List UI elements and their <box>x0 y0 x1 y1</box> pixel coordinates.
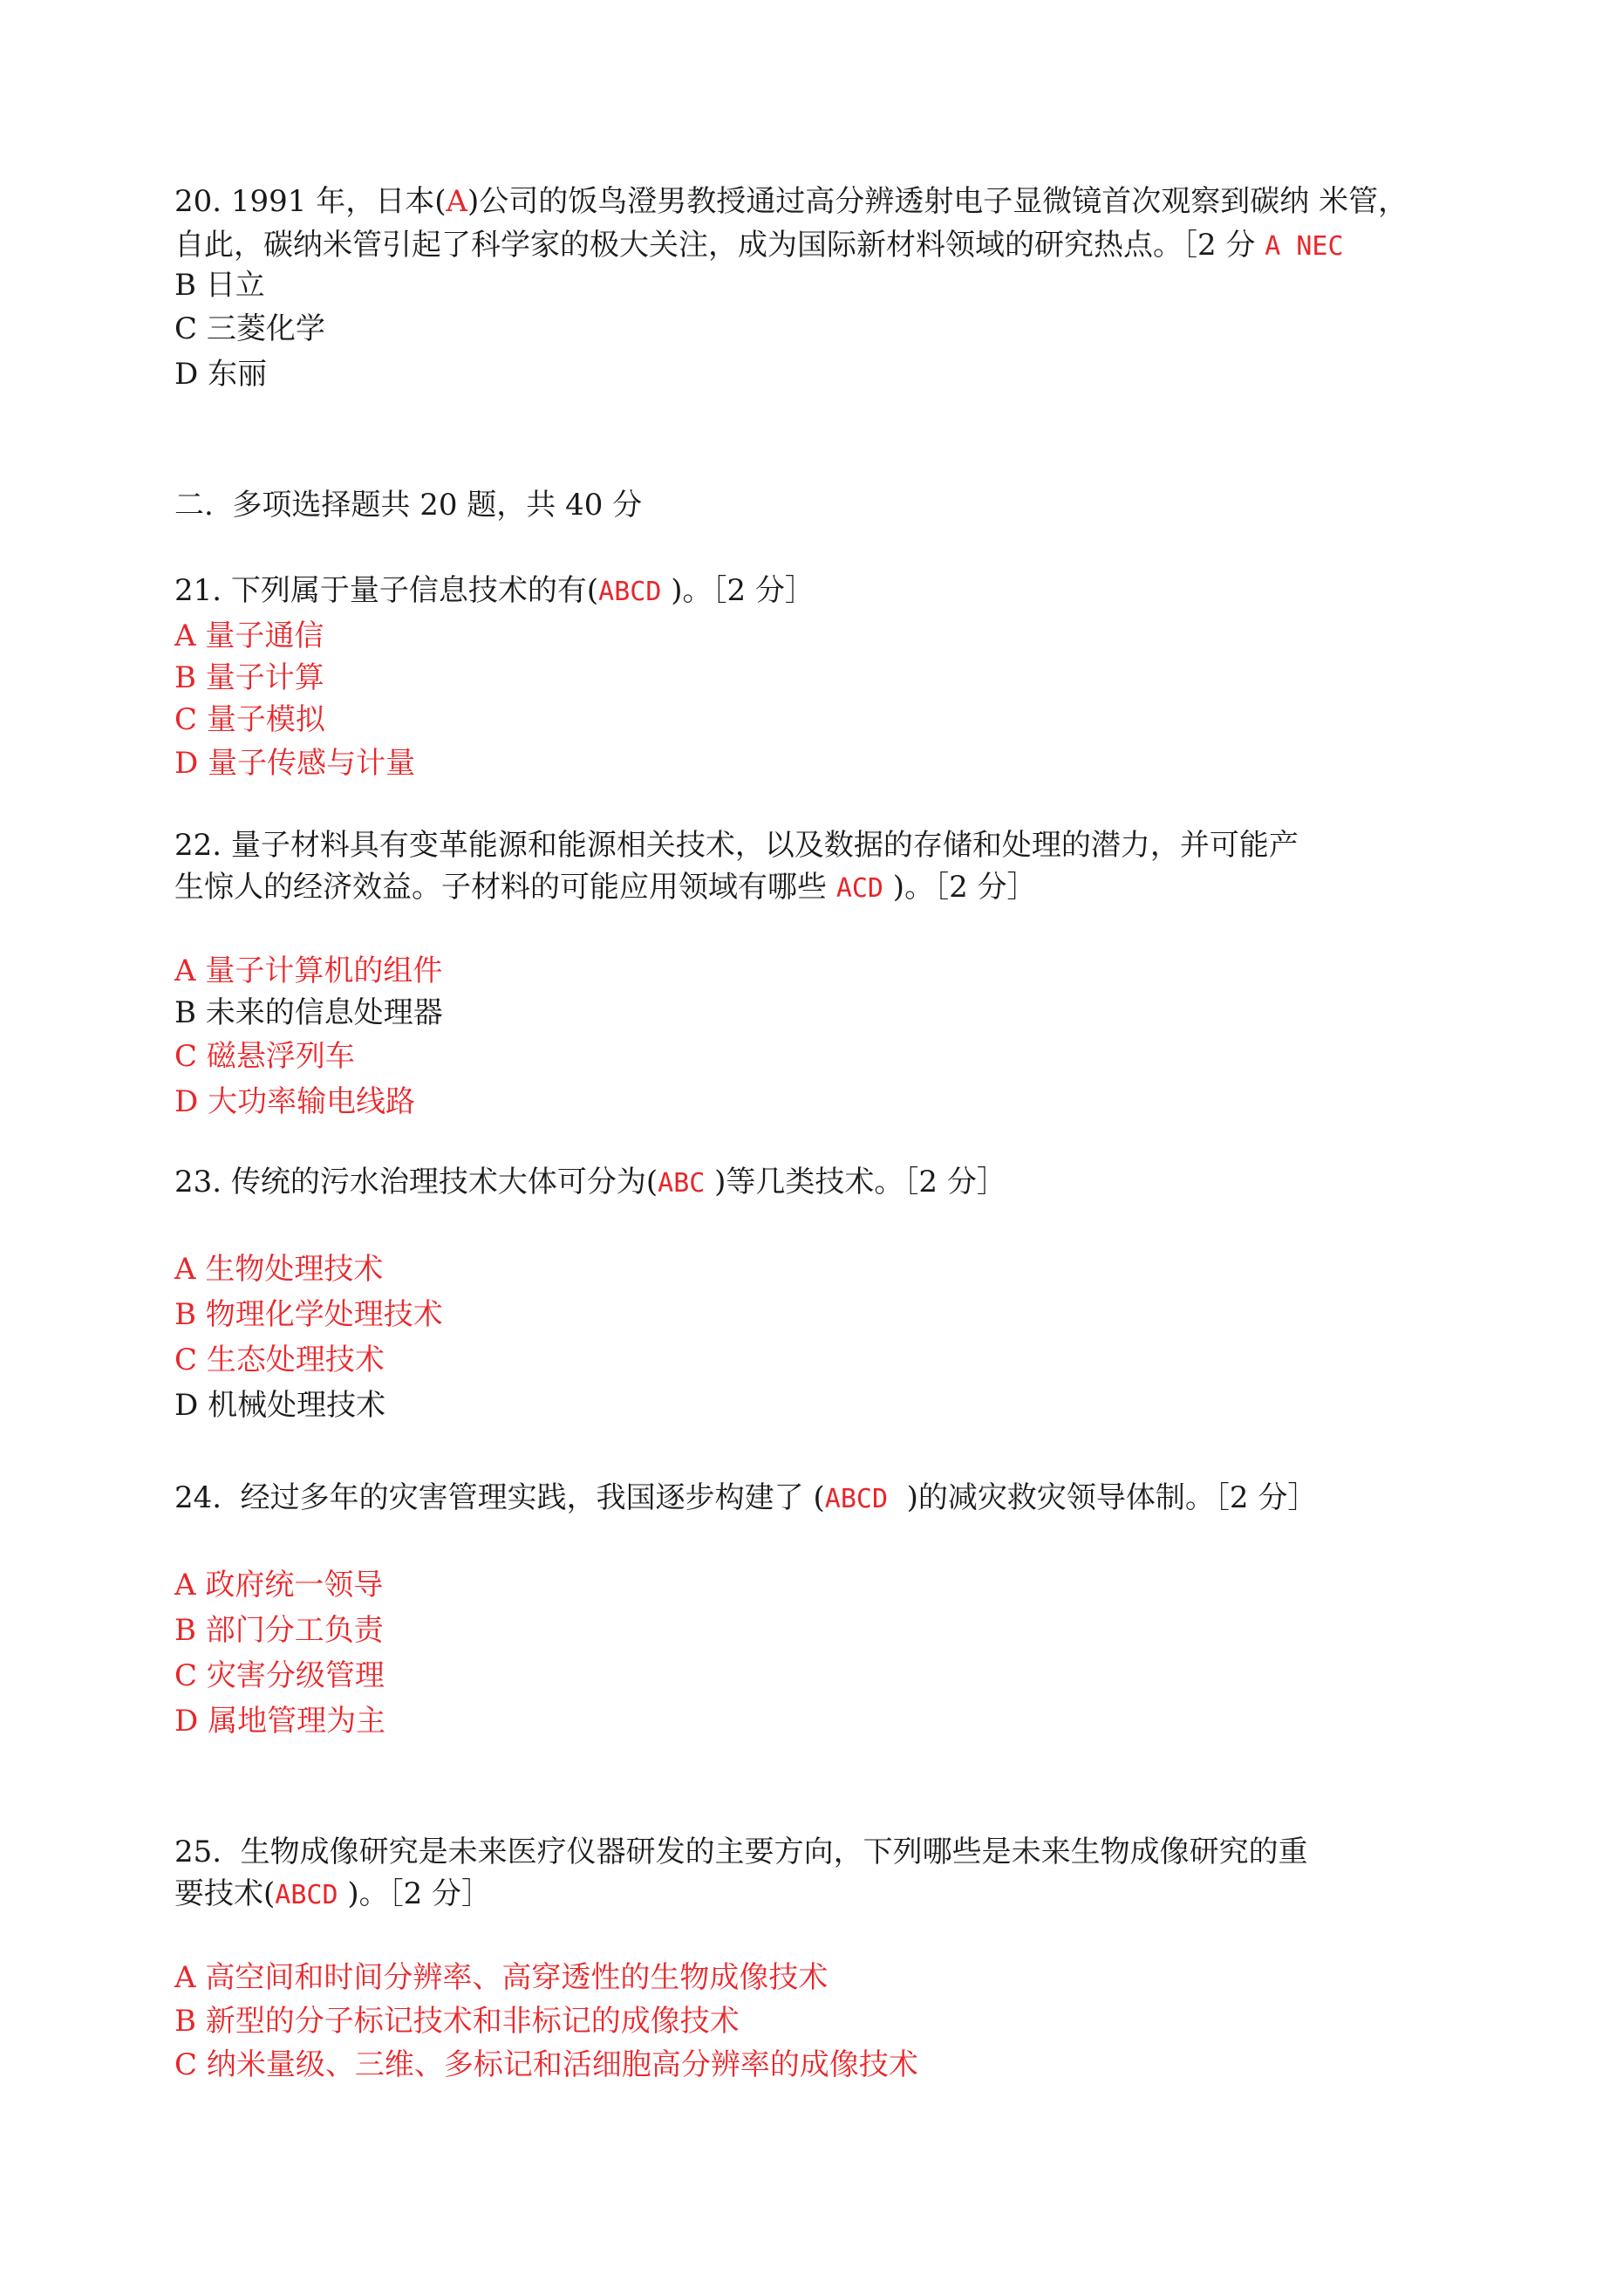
q25-stem-line-2 <box>174 1876 491 1914</box>
q23-option-b: B 物理化学处理技术 <box>174 1297 443 1332</box>
q23-stem <box>174 1164 1006 1202</box>
q25-stem-tail: )。［2 分］ <box>338 1876 492 1911</box>
q21-option-b: B 量子计算 <box>174 660 324 695</box>
q24-stem-text: 24. 经过多年的灾害管理实践，我国逐步构建了 ( <box>174 1480 825 1515</box>
q22-stem-line-1: 22. 量子材料具有变革能源和能源相关技术，以及数据的存储和处理的潜力，并可能产 <box>174 828 1299 863</box>
q20-stem-text-cont: )公司的饭鸟澄男教授通过高分辨透射电子显微镜首次观察到碳纳 米管， <box>467 184 1408 219</box>
q25-answer: ABCD <box>275 1880 338 1910</box>
q24-stem-tail: )的减灾救灾领导体制。［2 分］ <box>888 1480 1318 1515</box>
q24-option-c: C 灾害分级管理 <box>174 1658 385 1693</box>
q23-stem-text: 23. 传统的污水治理技术大体可分为( <box>174 1165 658 1199</box>
q20-answer-letter: A <box>446 184 468 219</box>
q24-option-b: B 部门分工负责 <box>174 1613 384 1648</box>
q25-stem-line-1: 25. 生物成像研究是未来医疗仪器研发的主要方向，下列哪些是未来生物成像研究的重 <box>174 1835 1308 1869</box>
q23-option-d: D 机械处理技术 <box>174 1388 386 1423</box>
q24-option-d: D 属地管理为主 <box>174 1704 386 1739</box>
q25-option-c: C 纳米量级、三维、多标记和活细胞高分辨率的成像技术 <box>174 2047 918 2082</box>
q25-option-b: B 新型的分子标记技术和非标记的成像技术 <box>174 2004 740 2039</box>
q20-option-d: D 东丽 <box>174 357 268 392</box>
q25-option-a: A 高空间和时间分辨率、高穿透性的生物成像技术 <box>174 1960 829 1995</box>
q23-option-c: C 生态处理技术 <box>174 1343 385 1377</box>
q21-stem-tail: )。［2 分］ <box>661 573 815 608</box>
q22-option-c: C 磁悬浮列车 <box>174 1039 355 1074</box>
q20-option-c: C 三菱化学 <box>174 311 325 346</box>
q24-answer: ABCD <box>824 1484 889 1514</box>
q22-stem-tail: )。［2 分］ <box>883 870 1037 905</box>
q22-stem-text: 生惊人的经济效益。子材料的可能应用领域有哪些 <box>174 870 836 905</box>
q20-stem-text: 20. 1991 年，日本( <box>174 184 447 219</box>
q25-stem-text: 要技术( <box>174 1876 276 1911</box>
q21-option-d: D 量子传感与计量 <box>174 746 416 781</box>
q20-answer: A NEC <box>1265 231 1344 262</box>
q22-option-b: B 未来的信息处理器 <box>174 995 443 1030</box>
q23-option-a: A 生物处理技术 <box>174 1252 384 1287</box>
q20-stem-line-2 <box>174 227 1344 265</box>
q24-stem <box>174 1479 1317 1518</box>
q23-stem-tail: )等几类技术。［2 分］ <box>705 1165 1006 1199</box>
q20-option-b: B 日立 <box>174 268 265 303</box>
q24-option-a: A 政府统一领导 <box>174 1568 384 1602</box>
q20-stem-line-1 <box>174 183 1408 220</box>
q21-stem-text: 21. 下列属于量子信息技术的有( <box>174 573 599 608</box>
q21-stem <box>174 572 815 611</box>
q23-answer: ABC <box>658 1168 706 1199</box>
q22-option-d: D 大功率输电线路 <box>174 1084 416 1119</box>
q22-option-a: A 量子计算机的组件 <box>174 953 443 988</box>
q22-answer: ACD <box>835 873 883 904</box>
q22-stem-line-2 <box>174 869 1037 907</box>
section-heading: 二. 多项选择题共 20 题，共 40 分 <box>174 488 643 523</box>
q20-stem-text-2: 自此，碳纳米管引起了科学家的极大关注，成为国际新材料领域的研究热点。［2 分 <box>174 228 1256 263</box>
q21-answer: ABCD <box>598 577 662 607</box>
q21-option-c: C 量子模拟 <box>174 702 325 737</box>
q21-option-a: A 量子通信 <box>174 618 324 653</box>
